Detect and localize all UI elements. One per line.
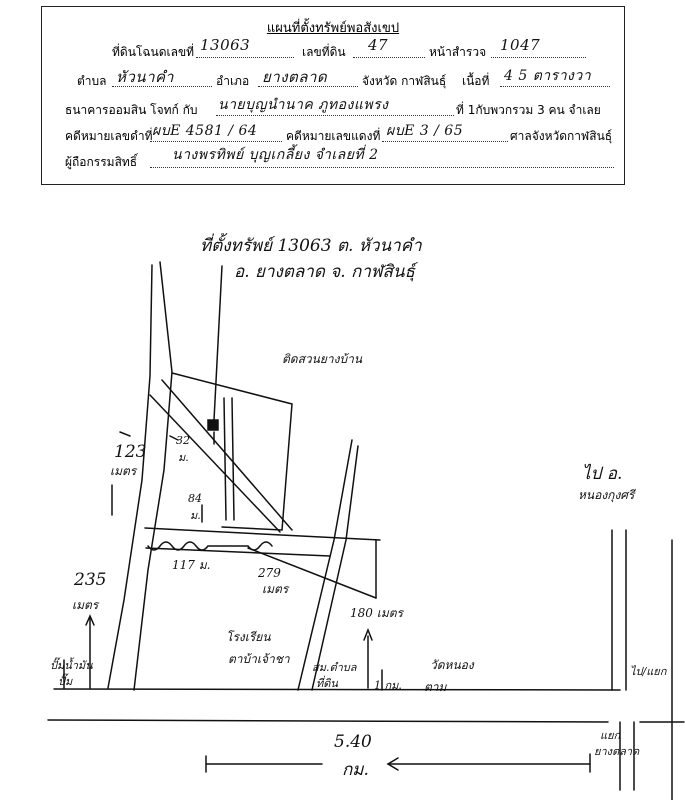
one-km-label: 1 กม. xyxy=(374,679,402,692)
plot-inner-line xyxy=(224,398,226,520)
adjacent-house-label: ติดสวนยางบ้าน xyxy=(282,352,363,366)
main-road-right-edge xyxy=(134,262,172,690)
property-note-line2: อ. ยางตลาด จ. กาฬสินธุ์ xyxy=(234,262,415,282)
village-office-line2: ที่ดิน xyxy=(316,677,338,690)
unit-32: ม. xyxy=(178,451,189,464)
province-label: จังหวัด กาฬสินธุ์ xyxy=(362,74,447,88)
unit-235: เมตร xyxy=(72,598,99,612)
property-pointer-line xyxy=(214,266,222,420)
area-label: เนื้อที่ xyxy=(462,74,490,88)
court-label: ศาลจังหวัดกาฬสินธุ์ xyxy=(510,129,613,143)
diagonal-road-a xyxy=(150,395,280,532)
survey-value: 1047 xyxy=(500,36,541,54)
plot-inner-line-2 xyxy=(232,398,234,520)
bottom-distance: 5.40 xyxy=(334,732,372,752)
deed-value: 13063 xyxy=(200,36,251,54)
plaintiff-label: ธนาคารออมสิน โจทก์ กับ xyxy=(65,103,198,117)
black-case-label: คดีหมายเลขดำที่ xyxy=(65,129,153,143)
cross-road-bottom xyxy=(146,548,330,556)
property-note-line1: ที่ตั้งทรัพย์ 13063 ต. หัวนาคำ xyxy=(200,236,422,256)
area-value: 4 5 ตารางวา xyxy=(504,68,592,84)
route-label: ไป อ. xyxy=(582,464,623,484)
dimension-123-arrow xyxy=(120,432,130,436)
dist-279: 279 xyxy=(258,566,281,580)
dist-84: 84 xyxy=(188,492,202,505)
left-post-line2: ปั๊ม xyxy=(58,675,73,688)
school-line1: โรงเรียน xyxy=(226,630,271,644)
dist-117: 117 ม. xyxy=(172,558,211,572)
form-title: แผนที่ตั้งทรัพย์พอสังเขป xyxy=(266,21,400,36)
bottom-unit: กม. xyxy=(342,760,369,780)
amphoe-label: อำเภอ xyxy=(216,74,250,88)
deed-label: ที่ดินโฉนดเลขที่ xyxy=(112,45,195,59)
amphoe-value: ยางตลาด xyxy=(262,68,328,86)
right-road-edge-1 xyxy=(298,440,352,690)
unit-279: เมตร xyxy=(262,582,289,596)
dist-235: 235 xyxy=(74,570,107,590)
village-office-line1: สม.ตำบล xyxy=(312,661,357,674)
dist-123: 123 xyxy=(114,442,147,462)
right-road-edge-2 xyxy=(312,446,358,690)
defendant-value: นายบุญนำนาค ภูทองแพรง xyxy=(218,97,389,113)
property-marker xyxy=(208,420,218,430)
right-edge-label: ไป/แยก xyxy=(630,665,667,678)
bottom-right-line1: แยก xyxy=(600,729,621,742)
school-line2: ตาบ้าเจ้าชา xyxy=(228,652,290,666)
survey-label: หน้าสำรวจ xyxy=(429,45,487,59)
left-post-line1: ปั๊มน้ำมัน xyxy=(50,659,93,672)
right-road-line2: ตาม xyxy=(424,680,447,694)
owner-label: ผู้ถือกรรมสิทธิ์ xyxy=(65,155,138,169)
land-no-value: 47 xyxy=(368,36,389,54)
dist-32: 32 xyxy=(176,434,190,447)
unit-123: เมตร xyxy=(110,464,137,478)
owner-value: นางพรทิพย์ บุญเกลี้ยง จำเลยที่ 2 xyxy=(172,147,379,163)
tambon-label: ตำบล xyxy=(77,74,107,88)
land-no-label: เลขที่ดิน xyxy=(302,45,346,59)
right-road-line1: วัดหนอง xyxy=(430,658,474,672)
bottom-road-bottom xyxy=(48,720,608,722)
tambon-value: หัวนาคำ xyxy=(116,68,174,86)
dist-180: 180 เมตร xyxy=(350,606,403,620)
defendant-suffix: ที่ 1กับพวกรวม 3 คน จำเลย xyxy=(456,103,601,117)
unit-84: ม. xyxy=(190,509,201,522)
black-case-value: ผบE 4581 / 64 xyxy=(152,123,258,139)
cross-road-top xyxy=(145,528,380,540)
bottom-right-line2: ยางตลาด xyxy=(594,745,640,758)
red-case-label: คดีหมายเลขแดงที่ xyxy=(286,129,381,143)
route-sub-label: หนองกุงศรี xyxy=(578,488,635,502)
red-case-value: ผบE 3 / 65 xyxy=(386,123,464,139)
